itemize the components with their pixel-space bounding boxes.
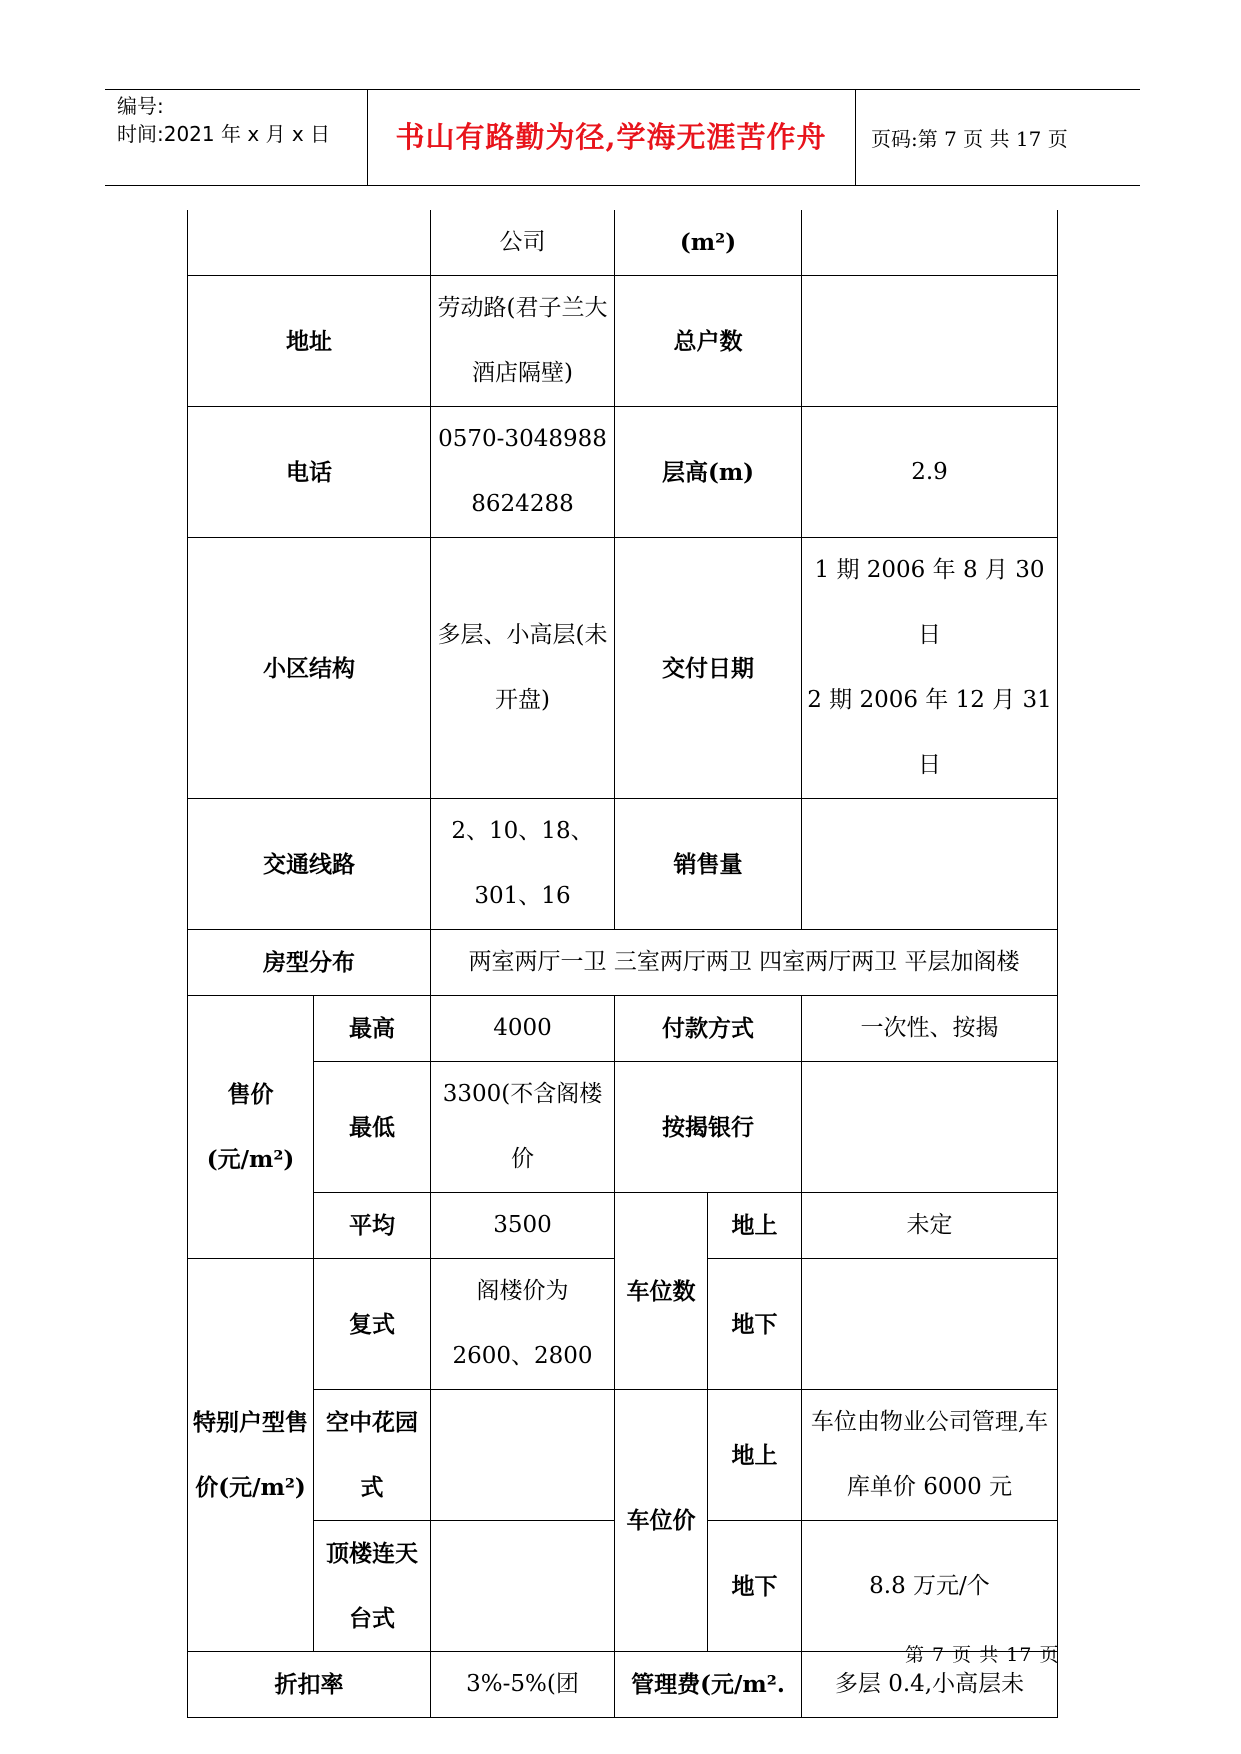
structure-label: 小区结构	[188, 538, 431, 799]
parking-price-above-label: 地上	[708, 1390, 802, 1521]
discount-label: 折扣率	[188, 1652, 431, 1718]
address-label: 地址	[188, 276, 431, 407]
households-value	[802, 276, 1058, 407]
roof-value	[431, 1521, 615, 1652]
header-meta	[117, 92, 330, 148]
table-row	[188, 1062, 1058, 1193]
price-avg-label: 平均	[314, 1193, 431, 1259]
page-header	[105, 89, 1140, 186]
phone-label: 电话	[188, 407, 431, 538]
payment-label: 付款方式	[615, 996, 802, 1062]
parking-price-above-value: 车位由物业公司管理,车库单价 6000 元	[802, 1390, 1058, 1521]
page-footer: 第 7 页 共 17 页	[905, 1644, 1060, 1666]
roof-label: 顶楼连天台式	[314, 1521, 431, 1652]
table-row	[188, 407, 1058, 538]
parking-price-label: 车位价	[615, 1390, 708, 1652]
developer-value: 公司	[431, 210, 615, 276]
property-table	[187, 210, 1058, 1718]
garden-label: 空中花园式	[314, 1390, 431, 1521]
sales-value	[802, 799, 1058, 930]
layout-label: 房型分布	[188, 930, 431, 996]
delivery-value	[802, 538, 1058, 799]
layout-value: 两室两厅一卫 三室两厅两卫 四室两厅两卫 平层加阁楼	[431, 930, 1058, 996]
transit-value: 2、10、18、301、16	[431, 799, 615, 930]
garden-value	[431, 1390, 615, 1521]
delivery-label: 交付日期	[615, 538, 802, 799]
duplex-label: 复式	[314, 1259, 431, 1390]
parking-below-value	[802, 1259, 1058, 1390]
discount-value: 3%-5%(团	[431, 1652, 615, 1718]
payment-value: 一次性、按揭	[802, 996, 1058, 1062]
floor-height-value: 2.9	[802, 407, 1058, 538]
transit-label: 交通线路	[188, 799, 431, 930]
sales-label: 销售量	[615, 799, 802, 930]
price-max-label: 最高	[314, 996, 431, 1062]
parking-price-below-value: 8.8 万元/个	[802, 1521, 1058, 1652]
duplex-value: 阁楼价为 2600、2800	[431, 1259, 615, 1390]
bank-label: 按揭银行	[615, 1062, 802, 1193]
header-divider	[855, 90, 856, 185]
table-row	[188, 276, 1058, 407]
special-price-label: 特别户型售价(元/m²)	[188, 1259, 314, 1652]
management-fee-value: 多层 0.4,小高层未	[802, 1652, 1058, 1718]
price-max-value: 4000	[431, 996, 615, 1062]
delivery-phase-1: 1 期 2006 年 8 月 30 日	[814, 557, 1045, 648]
header-page-info: 页码:第 7 页 共 17 页	[871, 127, 1068, 151]
table-row	[188, 538, 1058, 799]
area-unit-label: (m²)	[615, 210, 802, 276]
header-motto: 书山有路勤为径,学海无涯苦作舟	[395, 120, 827, 154]
structure-value: 多层、小高层(未开盘)	[431, 538, 615, 799]
price-avg-value: 3500	[431, 1193, 615, 1259]
parking-price-below-label: 地下	[708, 1521, 802, 1652]
parking-above-label: 地上	[708, 1193, 802, 1259]
phone-2: 8624288	[471, 491, 574, 517]
table-row	[188, 996, 1058, 1062]
price-min-value: 3300(不含阁楼价	[431, 1062, 615, 1193]
parking-above-value: 未定	[802, 1193, 1058, 1259]
table-row	[188, 210, 1058, 276]
floor-height-label: 层高(m)	[615, 407, 802, 538]
table-row	[188, 930, 1058, 996]
table-row	[188, 1390, 1058, 1521]
table-row	[188, 1193, 1058, 1259]
phone-1: 0570-3048988	[438, 426, 607, 452]
phone-value	[431, 407, 615, 538]
header-divider	[367, 90, 368, 185]
price-label: 售价(元/m²)	[188, 996, 314, 1259]
time-label: 时间:2021 年 x 月 x 日	[117, 122, 331, 146]
parking-below-label: 地下	[708, 1259, 802, 1390]
price-min-label: 最低	[314, 1062, 431, 1193]
delivery-phase-2: 2 期 2006 年 12 月 31 日	[807, 687, 1052, 778]
address-value: 劳动路(君子兰大酒店隔壁)	[431, 276, 615, 407]
serial-label: 编号:	[117, 94, 164, 118]
area-value	[802, 210, 1058, 276]
bank-value	[802, 1062, 1058, 1193]
cell-empty	[188, 210, 431, 276]
table-row	[188, 799, 1058, 930]
households-label: 总户数	[615, 276, 802, 407]
management-fee-label: 管理费(元/m².	[615, 1652, 802, 1718]
parking-count-label: 车位数	[615, 1193, 708, 1390]
